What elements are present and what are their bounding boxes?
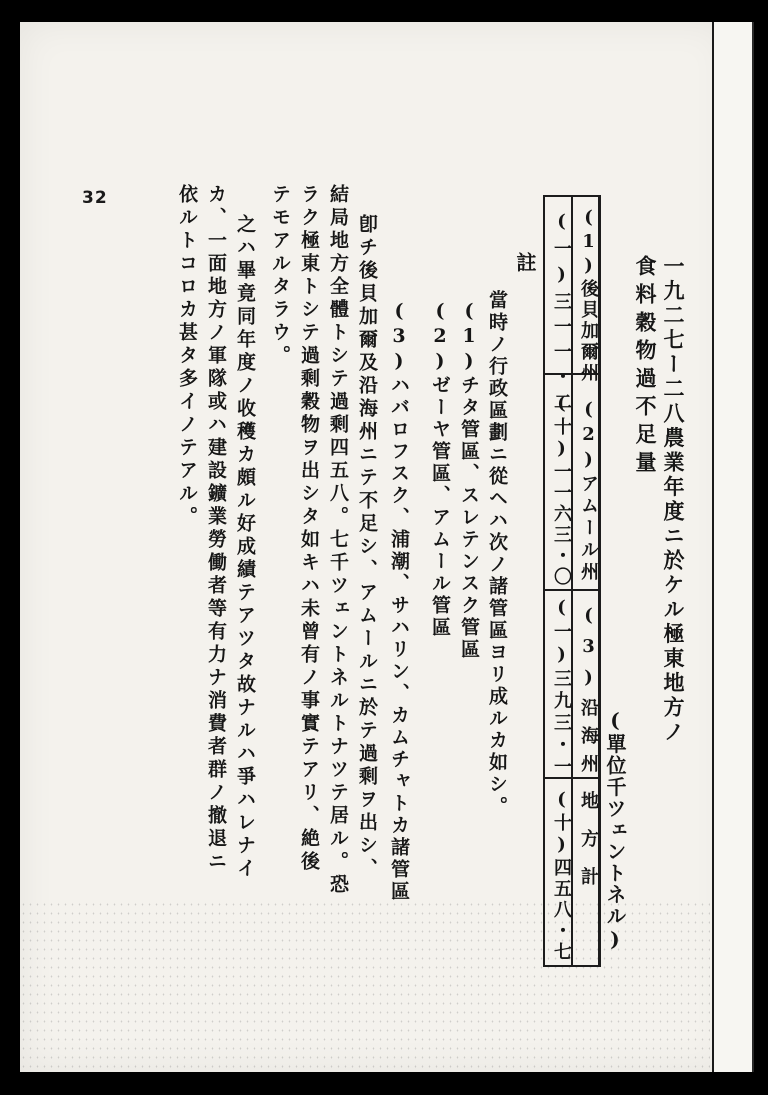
page-edge-strip	[712, 22, 754, 1072]
table-value-cell: (十)一一六三・〇	[551, 393, 572, 588]
table-unit-label: (單位千ツェントネル)	[603, 708, 627, 953]
body-text-line: 之ハ畢竟同年度ノ收穫カ頗ル好成績テアツタ故ナルハ爭ハレナイ	[234, 214, 256, 881]
page-number: 32	[82, 188, 108, 208]
data-table	[543, 195, 601, 967]
body-text-line: 結局地方全體トシテ過剩四五八。七千ツェントネルトナツテ居ル。恐	[327, 184, 349, 897]
body-text-line: カ、一面地方ノ軍隊或ハ建設鑛業勞働者等有力ナ消費者群ノ撤退ニ	[205, 184, 227, 874]
body-text-line: 卽チ後貝加爾及沿海州ニテ不足シ、アムールニ於テ過剩ヲ出シ、	[356, 214, 378, 881]
table-value-cell: (一)三九三・一	[551, 597, 572, 779]
note-item: (3)ハバロフスク、浦潮、サハリン、カムチャトカ諸管區	[388, 300, 410, 903]
body-text-line: 依ルトコロカ甚タ多イノテアル。	[176, 184, 198, 529]
body-text-line: テモアルタラウ。	[269, 184, 291, 368]
note-label: 註	[513, 252, 537, 272]
table-header-cell: (1)後貝加爾州	[578, 207, 599, 384]
table-header-cell: 地方計	[578, 791, 599, 905]
table-header-cell: (3)沿海州	[578, 605, 599, 782]
table-header-cell: (2)アムール州	[578, 399, 599, 584]
table-row-divider	[545, 589, 598, 591]
body-text-line: ラク極東トシテ過剩穀物ヲ出シタ如キハ未曾有ノ事實テアリ、絶後	[298, 184, 320, 874]
table-title-line-1: 一九二七ー二八農業年度ニ於ケル極東地方ノ	[661, 255, 686, 745]
table-value-cell: (十)四五八・七	[551, 789, 572, 963]
table-value-cell: (一)三一一・二	[551, 211, 572, 417]
note-item: (1)チタ管區、スレテンスク管區	[458, 300, 480, 661]
note-item: (2)ゼーヤ管區、アムール管區	[429, 300, 451, 639]
note-lead-text: 當時ノ行政區劃ニ從ヘハ次ノ諸管區ヨリ成ルカ如シ。	[486, 290, 508, 818]
table-title-line-2: 食料穀物過不足量	[633, 255, 658, 479]
